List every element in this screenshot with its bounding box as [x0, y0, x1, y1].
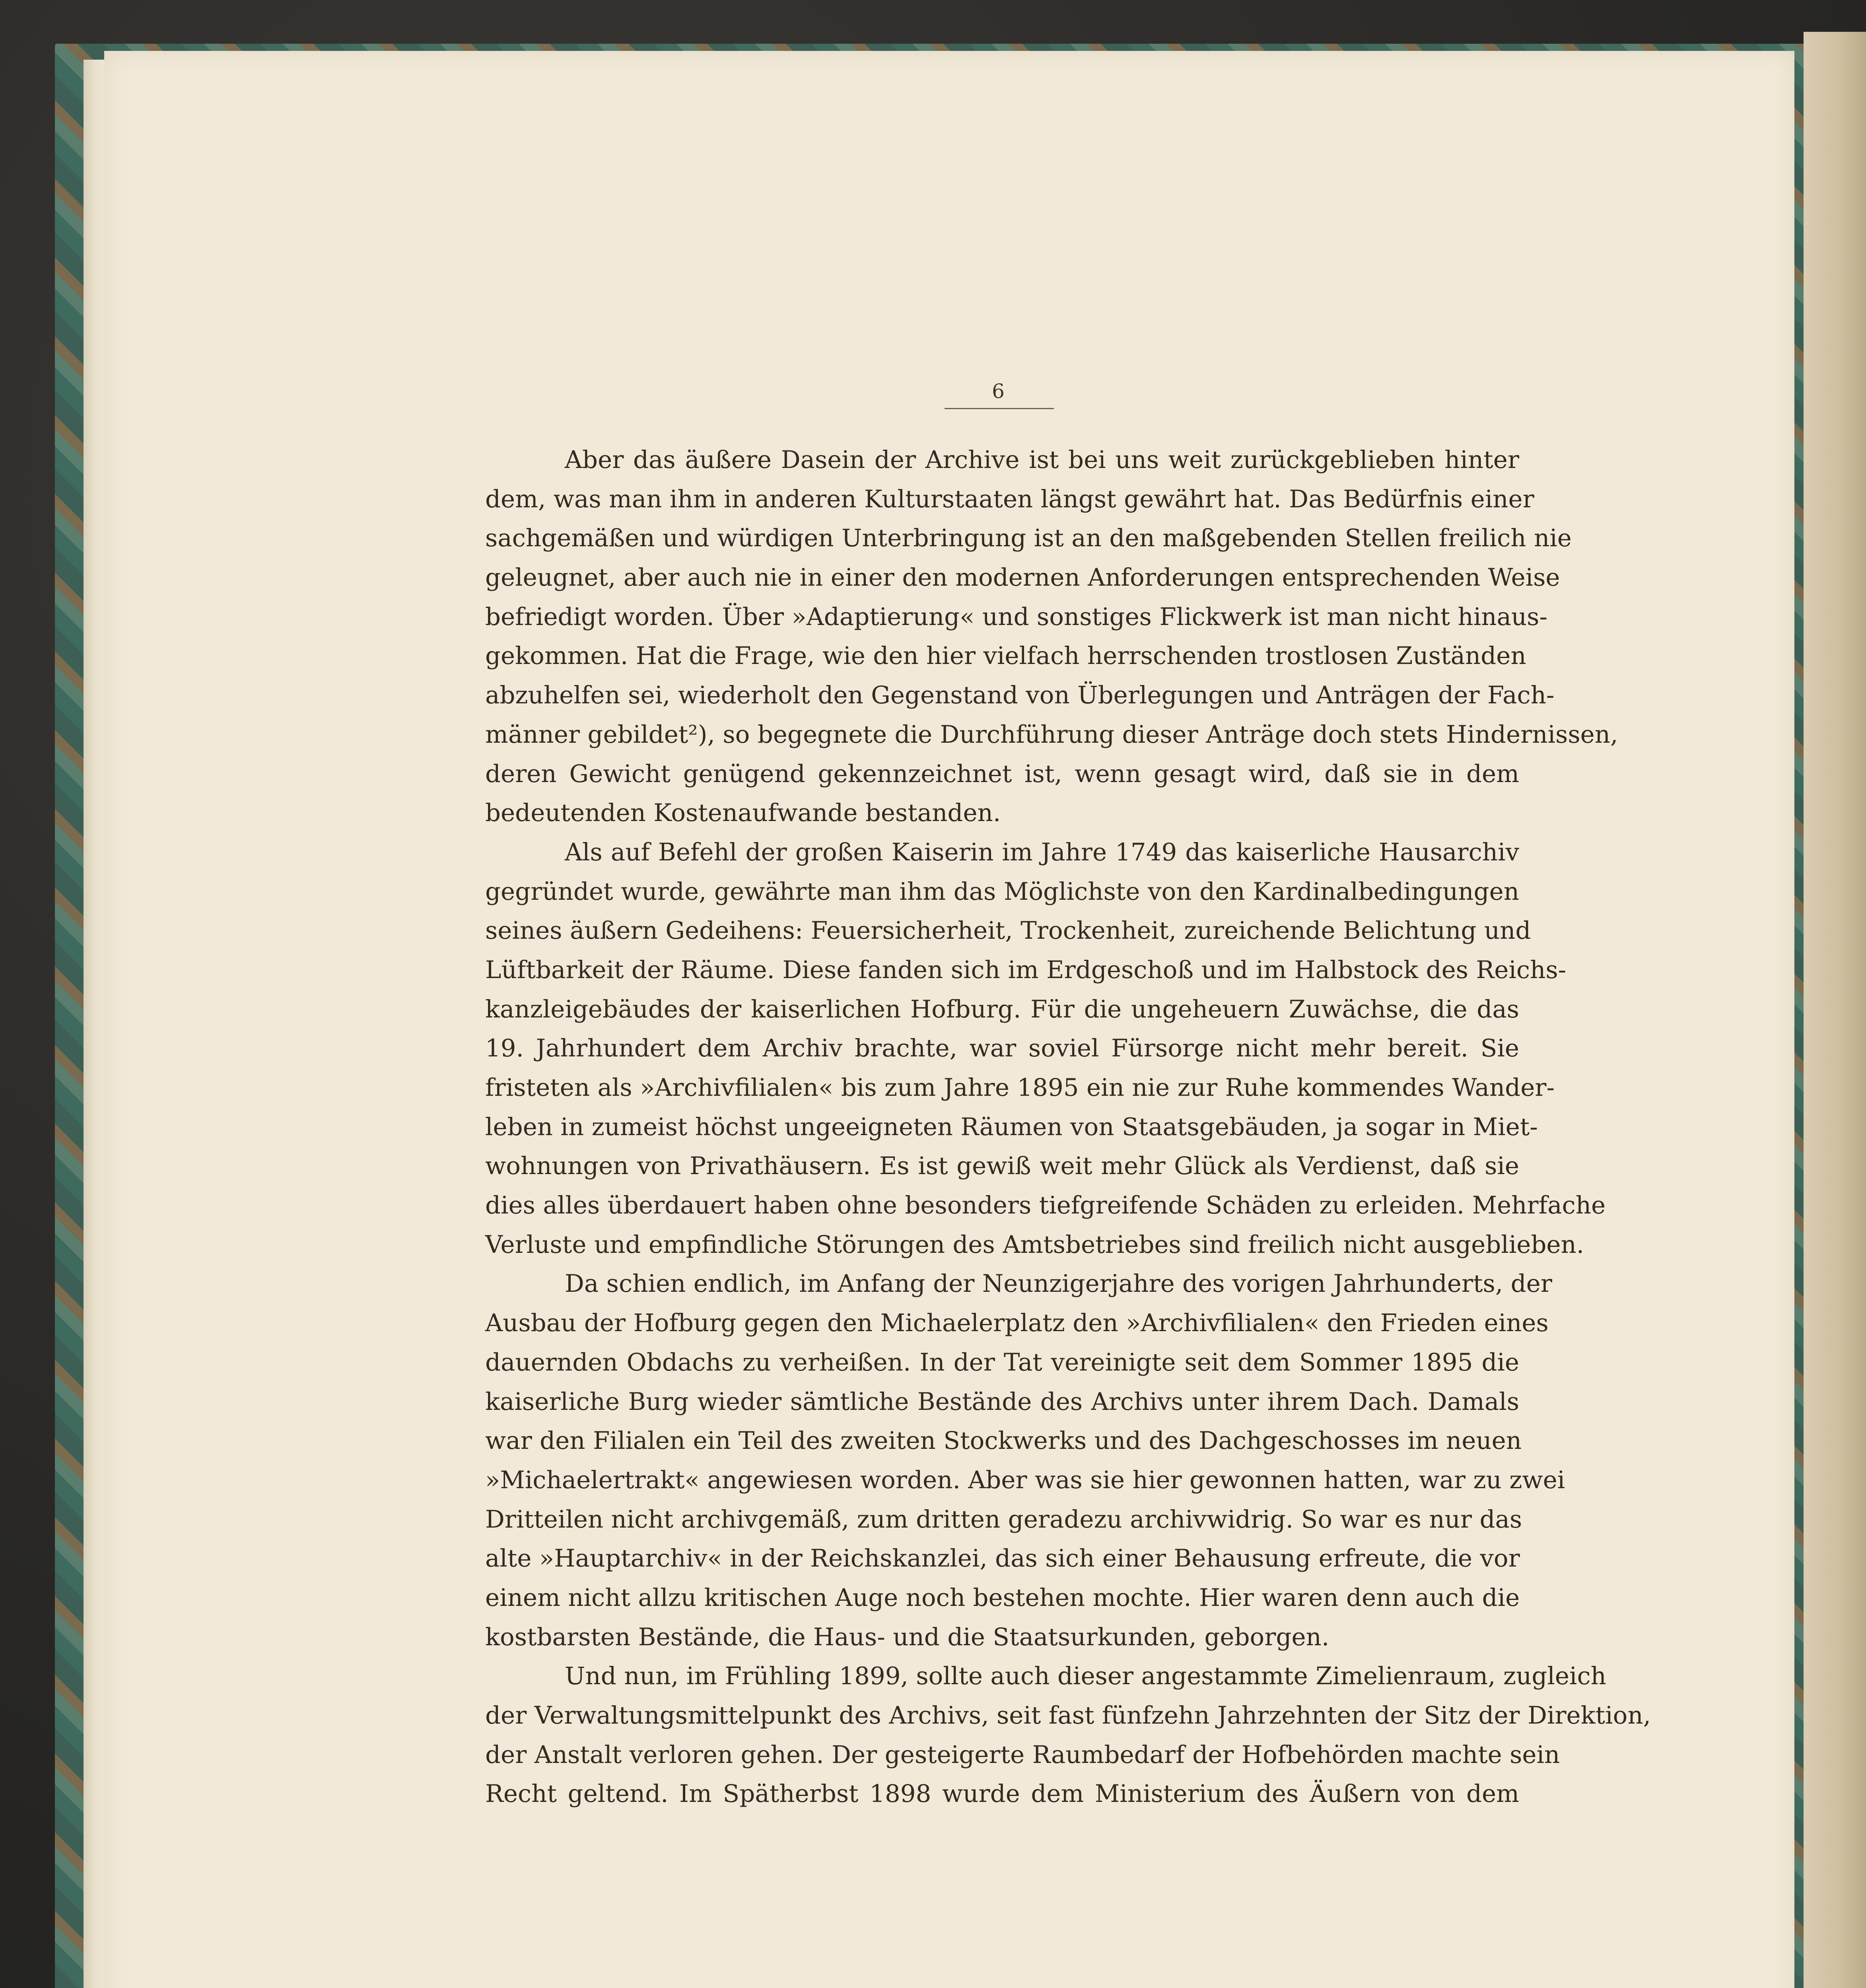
text-line: männer gebildet²), so begegnete die Durchführung dieser Anträge doch stets Hindernissen, — [485, 720, 1618, 749]
paragraph — [485, 1264, 1565, 1657]
text-line: der Verwaltungsmittelpunkt des Archivs, seit fast fünfzehn Jahrzehnten der Sitz der Direktion, — [485, 1701, 1651, 1730]
text-line: wohnungen von Privathäusern. Es ist gewiß weit mehr Glück als Verdienst, daß sie — [485, 1152, 1519, 1180]
text-line: alte »Hauptarchiv« in der Reichskanzlei, das sich einer Behausung erfreute, die vor — [485, 1544, 1520, 1573]
text-line: Da schien endlich, im Anfang der Neunzigerjahre des vorigen Jahrhunderts, der — [565, 1270, 1552, 1298]
text-line: dem, was man ihm in anderen Kulturstaaten längst gewährt hat. Das Bedürfnis einer — [485, 485, 1534, 513]
text-line: »Michaelertrakt« angewiesen worden. Aber was sie hier gewonnen hatten, war zu zwei — [485, 1466, 1565, 1494]
text-line: fristeten als »Archivfilialen« bis zum Jahre 1895 ein nie zur Ruhe kommendes Wander- — [485, 1074, 1555, 1102]
next-page-edge — [1804, 32, 1866, 1988]
text-line: dies alles überdauert haben ohne besonders tiefgreifende Schäden zu erleiden. Mehrfache — [485, 1191, 1606, 1220]
text-line: befriedigt worden. Über »Adaptierung« und sonstiges Flickwerk ist man nicht hinaus- — [485, 602, 1548, 631]
text-line: leben in zumeist höchst ungeeigneten Räumen von Staatsgebäuden, ja sogar in Miet- — [485, 1112, 1538, 1141]
text-line: war den Filialen ein Teil des zweiten Stockwerks und des Dachgeschosses im neuen — [485, 1427, 1522, 1455]
text-line: bedeutenden Kostenaufwande bestanden. — [485, 799, 1001, 827]
text-line: Als auf Befehl der großen Kaiserin im Jahre 1749 das kaiserliche Hausarchiv — [565, 838, 1519, 866]
text-line: dauernden Obdachs zu verheißen. In der Tat vereinigte seit dem Sommer 1895 die — [485, 1348, 1519, 1376]
text-line: gekommen. Hat die Frage, wie den hier vielfach herrschenden trostlosen Zuständen — [485, 642, 1526, 670]
text-line: gegründet wurde, gewährte man ihm das Möglichste von den Kardinalbedingungen — [485, 877, 1519, 906]
text-line: deren Gewicht genügend gekennzeichnet ist, wenn gesagt wird, daß sie in dem — [485, 759, 1519, 788]
paragraph — [485, 1657, 1651, 1814]
text-line: Aber das äußere Dasein der Archive ist bei uns weit zurückgeblieben hinter — [565, 446, 1519, 474]
text-line: seines äußern Gedeihens: Feuersicherheit, Trockenheit, zureichende Belichtung und — [485, 916, 1531, 945]
text-line: Und nun, im Frühling 1899, sollte auch dieser angestammte Zimelienraum, zugleich — [565, 1662, 1606, 1691]
text-line: sachgemäßen und würdigen Unterbringung ist an den maßgebenden Stellen freilich nie — [485, 524, 1572, 553]
paragraph — [485, 833, 1606, 1265]
paragraph — [485, 441, 1618, 833]
body-text — [485, 441, 1651, 1814]
text-line: kanzleigebäudes der kaiserlichen Hofburg. Für die ungeheuern Zuwächse, die das — [485, 995, 1519, 1023]
text-line: Verluste und empfindliche Störungen des Amtsbetriebes sind freilich nicht ausgeblieben. — [485, 1230, 1584, 1259]
text-line: Recht geltend. Im Spätherbst 1898 wurde dem Ministerium des Äußern von dem — [485, 1780, 1519, 1808]
text-line: der Anstalt verloren gehen. Der gesteigerte Raumbedarf der Hofbehörden machte sein — [485, 1740, 1560, 1769]
page-number-rule — [945, 408, 1054, 409]
text-line: abzuhelfen sei, wiederholt den Gegenstand von Überlegungen und Anträgen der Fach- — [485, 681, 1555, 710]
text-line: kostbarsten Bestände, die Haus- und die Staatsurkunden, geborgen. — [485, 1623, 1330, 1651]
text-line: geleugnet, aber auch nie in einer den modernen Anforderungen entsprechenden Weise — [485, 563, 1560, 592]
page-number: 6 — [992, 380, 1005, 403]
text-line: Lüftbarkeit der Räume. Diese fanden sich im Erdgeschoß und im Halbstock des Reichs- — [485, 955, 1567, 984]
text-line: kaiserliche Burg wieder sämtliche Bestände des Archivs unter ihrem Dach. Damals — [485, 1387, 1519, 1416]
text-line: Dritteilen nicht archivgemäß, zum dritten geradezu archivwidrig. So war es nur das — [485, 1505, 1522, 1534]
text-line: einem nicht allzu kritischen Auge noch bestehen mochte. Hier waren denn auch die — [485, 1583, 1520, 1612]
text-line: 19. Jahrhundert dem Archiv brachte, war soviel Fürsorge nicht mehr bereit. Sie — [485, 1034, 1519, 1063]
page-thickness-edge — [84, 60, 107, 1988]
text-line: Ausbau der Hofburg gegen den Michaelerplatz den »Archivfilialen« den Frieden eines — [485, 1309, 1549, 1338]
